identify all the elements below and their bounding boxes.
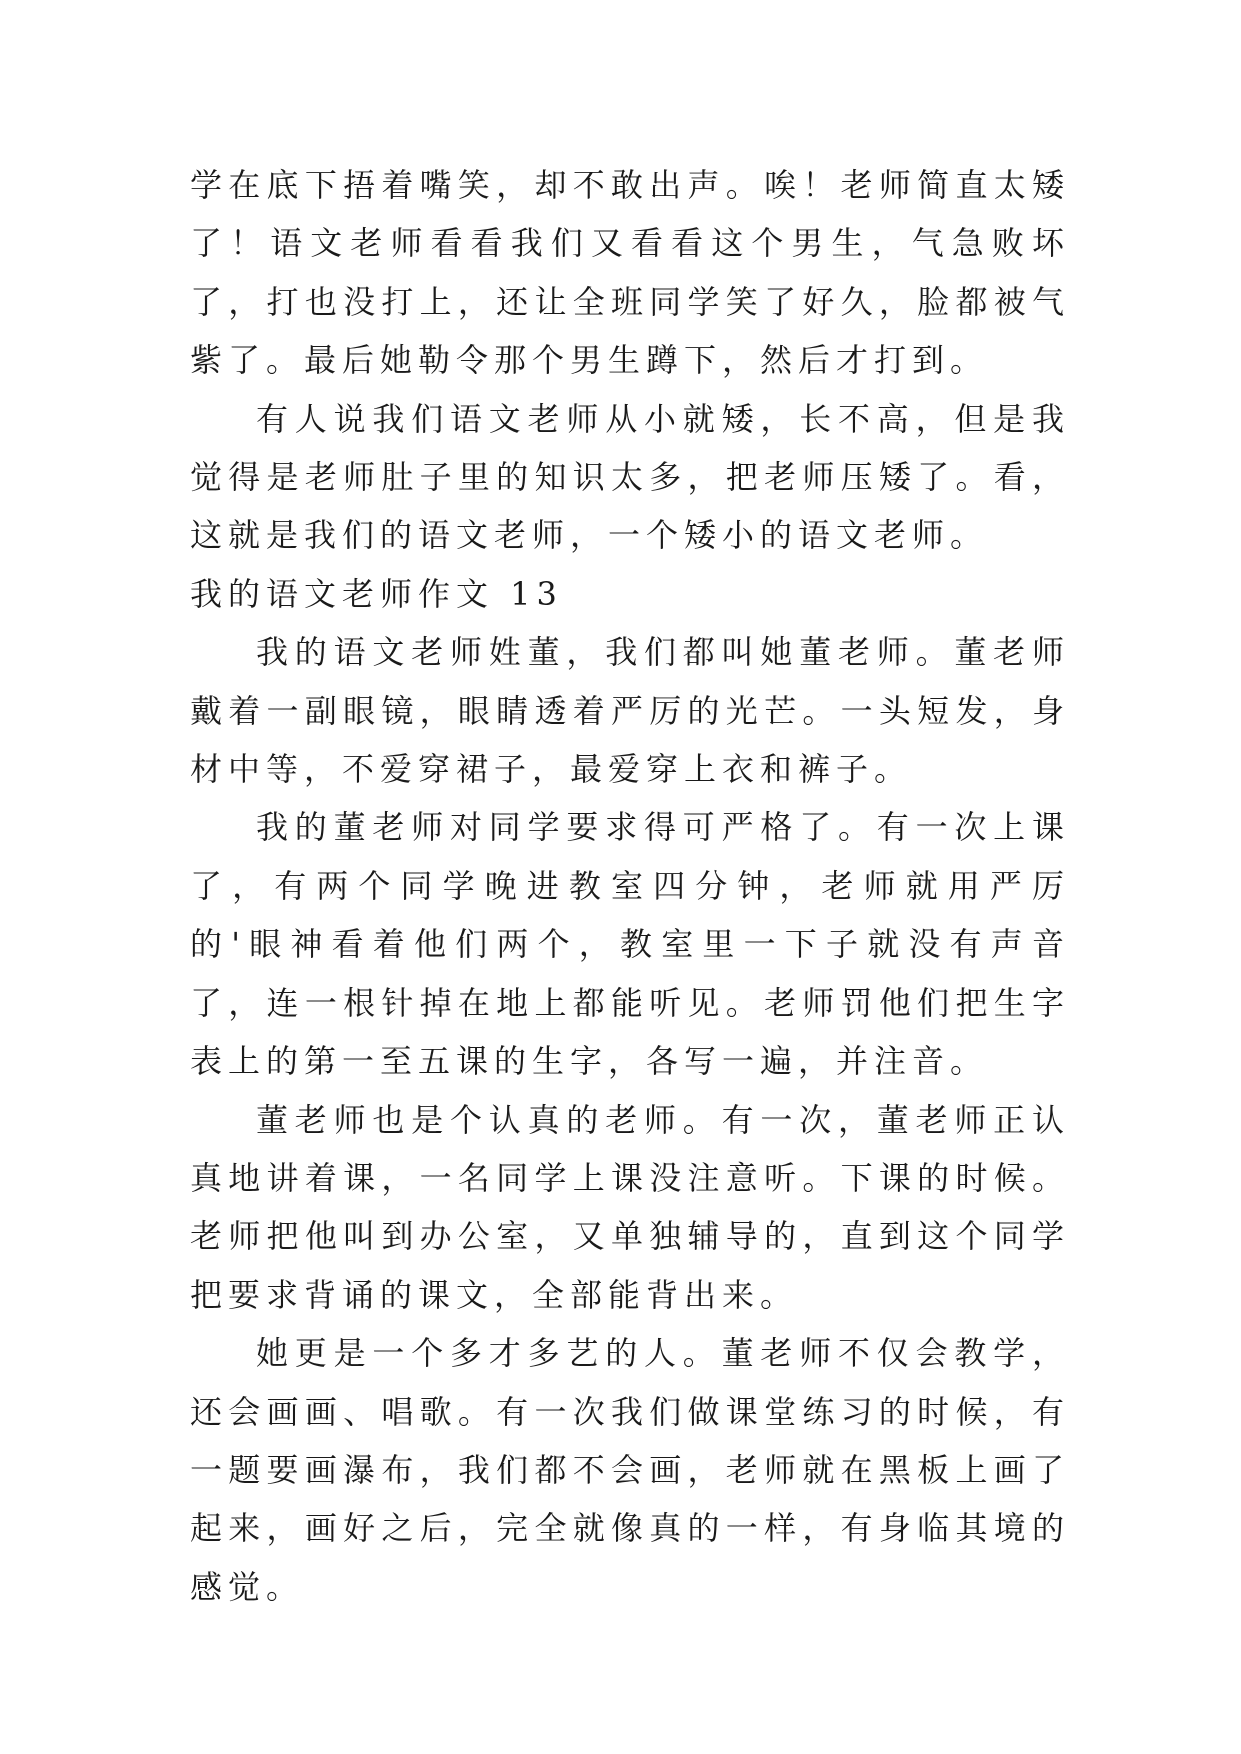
paragraph: 我的董老师对同学要求得可严格了。有一次上课了，有两个同学晚进教室四分钟，老师就用严厉的'眼神看着他们两个，教室里一下子就没有声音了，连一根针掉在地上都能听见。老师罚他们把生字表上的第一至五课的生字，各写一遍，并注音。 (190, 808, 1070, 1081)
document-body (190, 156, 1070, 1616)
paragraph-continued: 学在底下捂着嘴笑，却不敢出声。唉！老师简直太矮了！语文老师看看我们又看看这个男生，气急败坏了，打也没打上，还让全班同学笑了好久，脸都被气紫了。最后她勒令那个男生蹲下，然后才打到。 (190, 166, 1070, 380)
paragraph: 有人说我们语文老师从小就矮，长不高，但是我觉得是老师肚子里的知识太多，把老师压矮了。看，这就是我们的语文老师，一个矮小的语文老师。 (190, 399, 1070, 555)
essay-heading: 我的语文老师作文 13 (190, 574, 563, 613)
paragraph: 她更是一个多才多艺的人。董老师不仅会教学，还会画画、唱歌。有一次我们做课堂练习的时候，有一题要画瀑布，我们都不会画，老师就在黑板上画了起来，画好之后，完全就像真的一样，有身临其境的感觉。 (190, 1334, 1070, 1606)
paragraph: 我的语文老师姓董，我们都叫她董老师。董老师戴着一副眼镜，眼睛透着严厉的光芒。一头短发，身材中等，不爱穿裙子，最爱穿上衣和裤子。 (190, 633, 1070, 789)
paragraph: 董老师也是个认真的老师。有一次，董老师正认真地讲着课，一名同学上课没注意听。下课的时候。老师把他叫到办公室，又单独辅导的，直到这个同学把要求背诵的课文，全部能背出来。 (190, 1100, 1070, 1314)
